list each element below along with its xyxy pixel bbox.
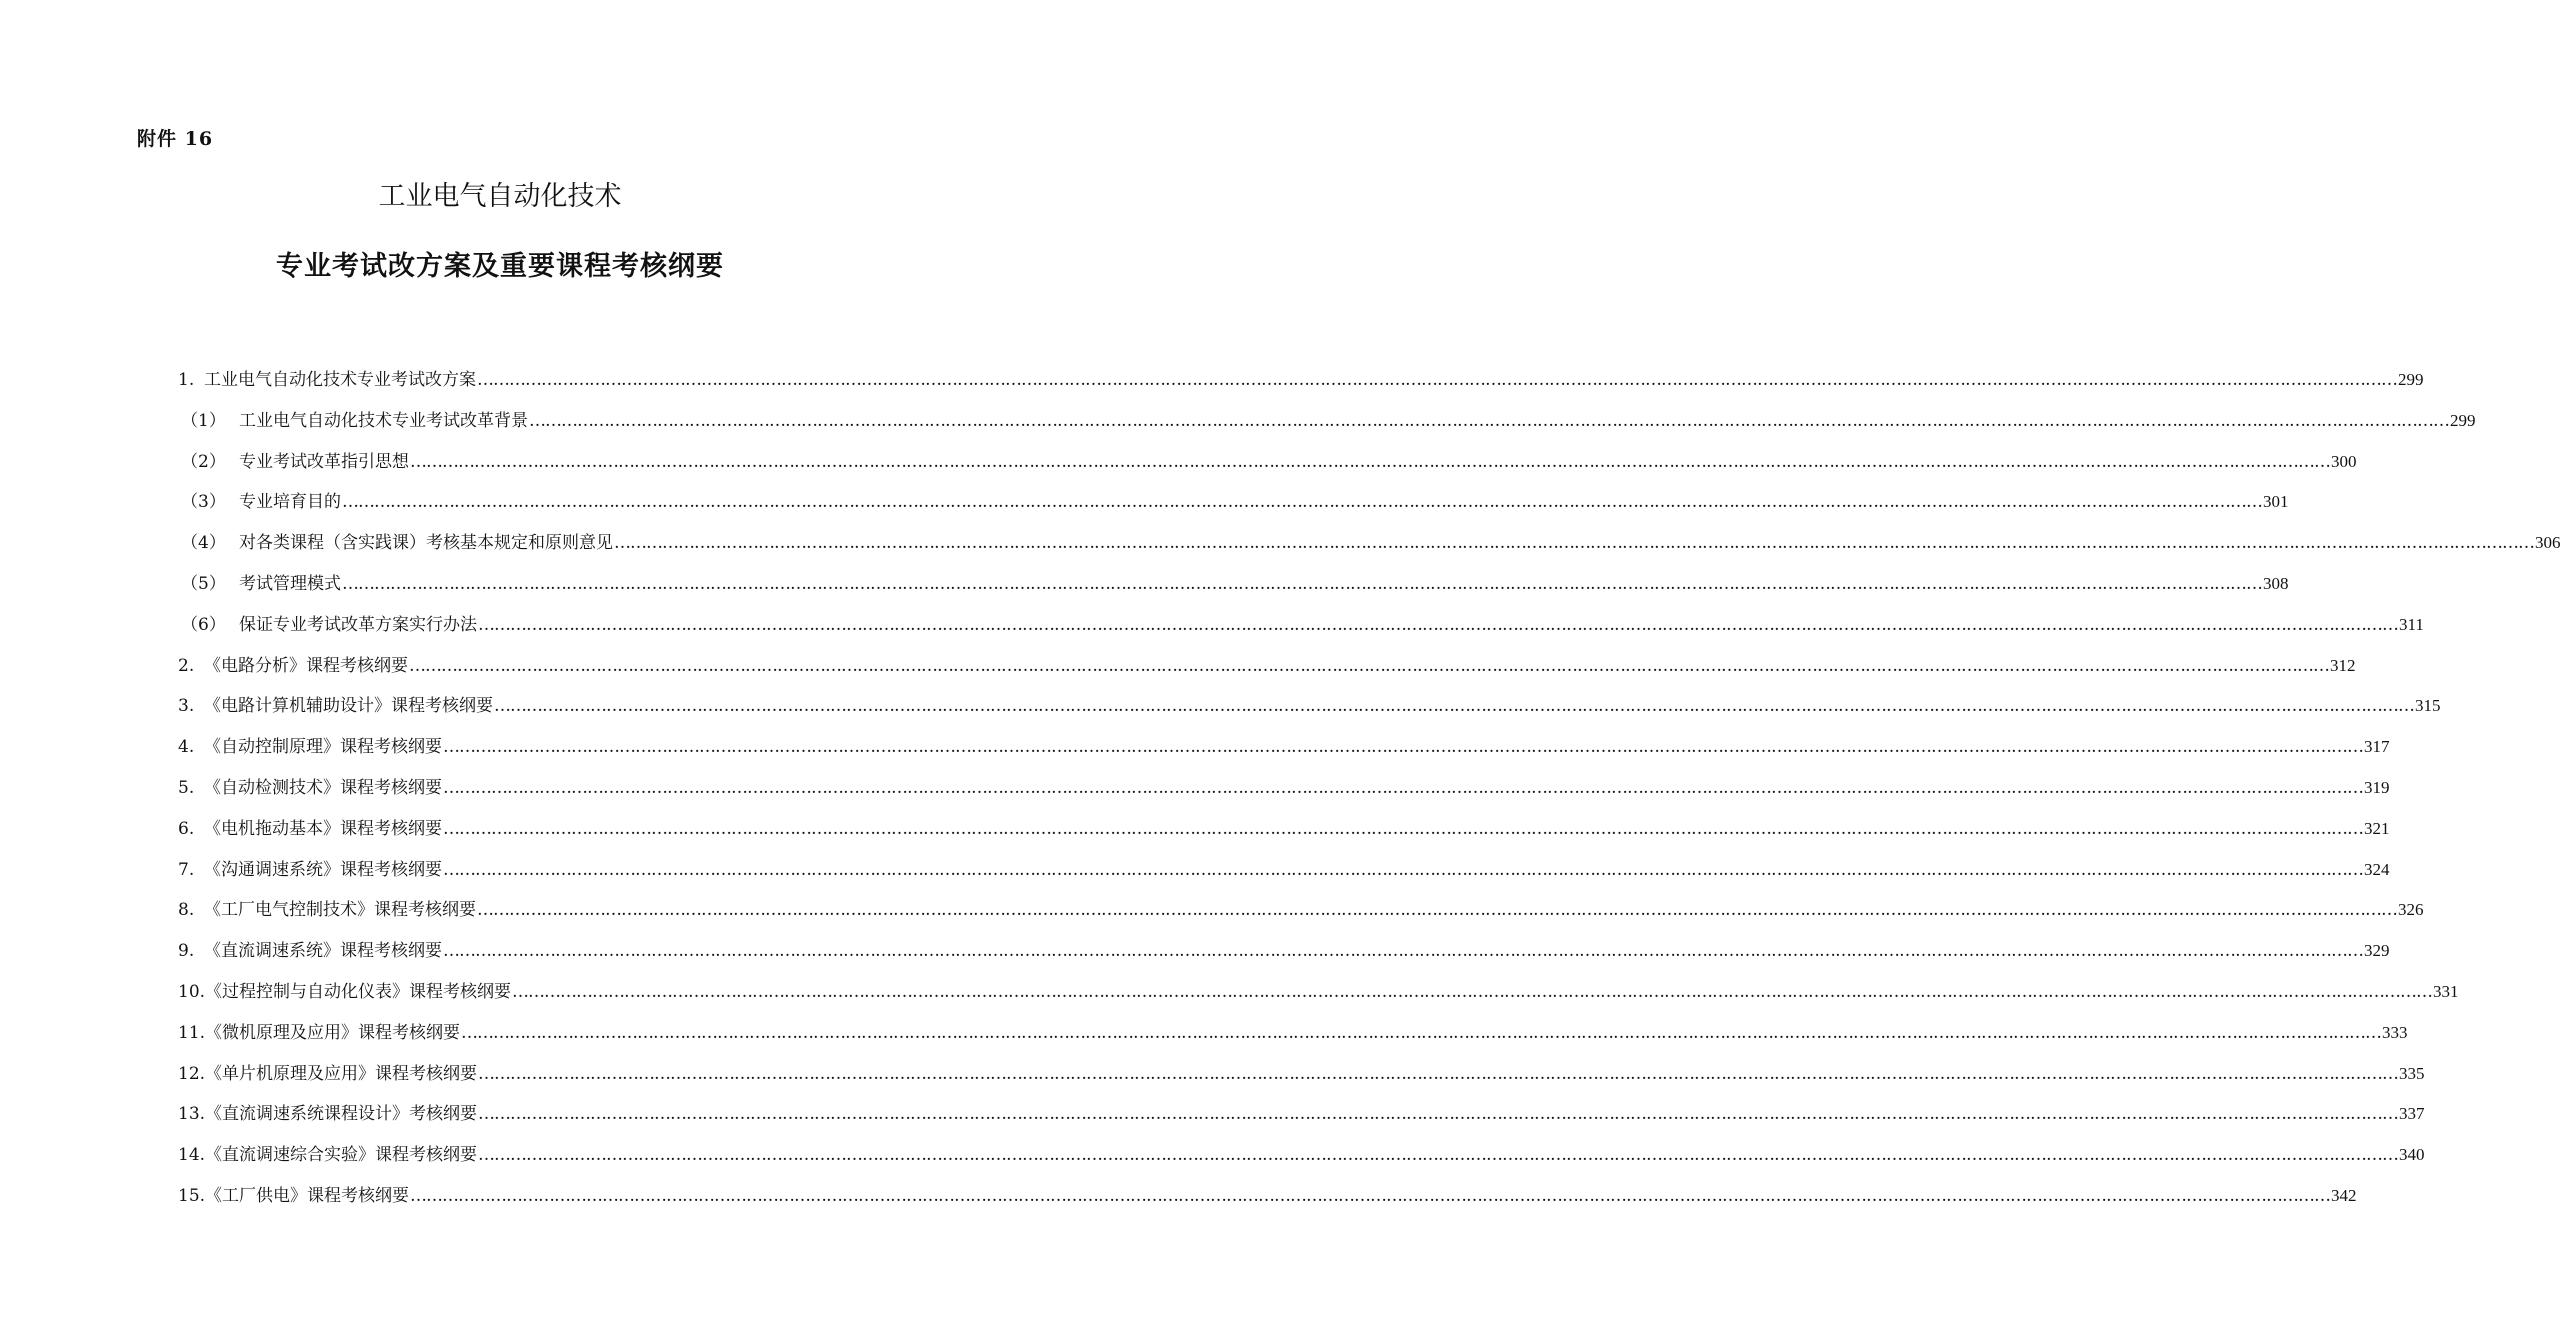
toc-entry-page: 333	[2382, 1022, 2408, 1042]
toc-entry[interactable]	[178, 1009, 2408, 1043]
toc-entry-number: 2.	[178, 655, 195, 676]
toc-entry-number: 4.	[178, 737, 195, 758]
toc-dot-leader: ………………………………………………………………………………………………………………………………………………………………………………………………………………………………………………………………………………………………………………………………	[409, 655, 2329, 676]
toc-entry-label: 工业电气自动化技术专业考试改革背景	[239, 410, 528, 431]
toc-dot-leader: ………………………………………………………………………………………………………………………………………………………………………………………………………………………………………………………………………………………………………………………………	[529, 410, 2449, 431]
toc-entry-page: 308	[2263, 574, 2289, 593]
toc-entry-label: 保证专业考试改革方案实行办法	[239, 614, 477, 635]
toc-dot-leader: ………………………………………………………………………………………………………………………………………………………………………………………………………………………………………………………………………………………………………………………………	[477, 370, 2397, 390]
toc-entry[interactable]	[178, 1090, 2425, 1125]
toc-dot-leader: ………………………………………………………………………………………………………………………………………………………………………………………………………………………………………………………………………………………………………………………………	[410, 1186, 2331, 1206]
toc-entry-label: 《沟通调速系统》课程考核纲要	[204, 859, 442, 880]
toc-entry-page: 299	[2398, 370, 2424, 389]
toc-dot-leader: ………………………………………………………………………………………………………………………………………………………………………………………………………………………………………………………………………………………………………………………………	[342, 492, 2262, 513]
toc-entry-page: 329	[2364, 941, 2390, 961]
toc-dot-leader: ………………………………………………………………………………………………………………………………………………………………………………………………………………………………………………………………………………………………………………………………	[443, 737, 2363, 758]
toc-entry-page: 312	[2330, 655, 2356, 675]
toc-entry-page: 301	[2263, 492, 2289, 512]
toc-entry-page: 319	[2364, 778, 2390, 797]
toc-entry-number: 13.	[178, 1104, 206, 1125]
toc-entry-page: 311	[2399, 614, 2424, 634]
toc-entry-number: （5）	[181, 574, 226, 594]
toc-entry[interactable]	[178, 1172, 2357, 1206]
toc-dot-leader: ………………………………………………………………………………………………………………………………………………………………………………………………………………………………………………………………………………………………………………………………	[461, 1022, 2382, 1043]
toc-entry-label: 工业电气自动化技术专业考试改方案	[204, 370, 476, 390]
toc-entry[interactable]	[178, 968, 2459, 1002]
toc-entry-label: 《工厂电气控制技术》课程考核纲要	[204, 900, 476, 921]
toc-entry-label: 《单片机原理及应用》课程考核纲要	[205, 1063, 478, 1084]
toc-entry-page: 340	[2399, 1145, 2425, 1165]
toc-dot-leader: ………………………………………………………………………………………………………………………………………………………………………………………………………………………………………………………………………………………………………………………………	[614, 533, 2534, 554]
toc-entry[interactable]	[181, 397, 2476, 431]
toc-entry-page: 306	[2535, 533, 2561, 553]
toc-entry-number: 15.	[178, 1186, 206, 1206]
toc-entry-number: 14.	[178, 1145, 206, 1166]
toc-entry-label: 《工厂供电》课程考核纲要	[205, 1186, 410, 1206]
toc-entry-label: 《自动检测技术》课程考核纲要	[204, 778, 442, 798]
toc-entry-label: 《微机原理及应用》课程考核纲要	[205, 1022, 461, 1043]
toc-entry[interactable]	[178, 805, 2390, 839]
toc-entry[interactable]	[178, 356, 2424, 390]
toc-dot-leader: ………………………………………………………………………………………………………………………………………………………………………………………………………………………………………………………………………………………………………………………………	[494, 696, 2414, 717]
toc-entry[interactable]	[178, 927, 2390, 962]
document-subtitle: 专业考试改方案及重要课程考核纲要	[276, 251, 724, 282]
toc-entry-label: 《直流调速系统课程设计》考核纲要	[205, 1104, 478, 1125]
toc-entry-label: 《过程控制与自动化仪表》课程考核纲要	[205, 982, 512, 1002]
toc-entry[interactable]	[178, 723, 2390, 758]
toc-entry-page: 342	[2331, 1186, 2357, 1205]
toc-dot-leader: ………………………………………………………………………………………………………………………………………………………………………………………………………………………………………………………………………………………………………………………………	[443, 941, 2363, 962]
toc-entry-number: （4）	[181, 533, 226, 554]
toc-entry-label: 《电机拖动基本》课程考核纲要	[204, 818, 442, 839]
toc-entry[interactable]	[178, 846, 2390, 880]
toc-entry-number: 5.	[178, 778, 195, 798]
toc-entry[interactable]	[178, 1131, 2425, 1166]
toc-dot-leader: ………………………………………………………………………………………………………………………………………………………………………………………………………………………………………………………………………………………………………………………………	[478, 1145, 2399, 1166]
toc-entry-page: 326	[2398, 900, 2424, 920]
toc-entry-label: 专业培育目的	[239, 492, 341, 513]
toc-entry-page: 300	[2331, 451, 2357, 471]
toc-entry-number: 6.	[178, 818, 195, 839]
toc-entry[interactable]	[181, 438, 2357, 472]
toc-entry[interactable]	[178, 682, 2441, 717]
toc-entry-page: 324	[2364, 859, 2390, 879]
toc-entry[interactable]	[178, 886, 2424, 921]
toc-entry-number: 8.	[178, 900, 195, 921]
toc-entry[interactable]	[178, 764, 2390, 798]
toc-entry-number: 11.	[178, 1022, 206, 1043]
toc-dot-leader: ………………………………………………………………………………………………………………………………………………………………………………………………………………………………………………………………………………………………………………………………	[478, 1104, 2399, 1125]
toc-entry-label: 《直流调速综合实验》课程考核纲要	[205, 1145, 478, 1166]
toc-entry-page: 337	[2399, 1104, 2425, 1124]
toc-entry-page: 335	[2399, 1063, 2425, 1083]
toc-entry[interactable]	[181, 601, 2424, 635]
toc-entry-number: （1）	[181, 410, 226, 431]
toc-entry-label: 考试管理模式	[239, 574, 341, 594]
toc-entry-number: 10.	[178, 982, 206, 1002]
toc-entry-label: 《电路计算机辅助设计》课程考核纲要	[204, 696, 493, 717]
toc-dot-leader: ………………………………………………………………………………………………………………………………………………………………………………………………………………………………………………………………………………………………………………………………	[443, 818, 2363, 839]
toc-dot-leader: ………………………………………………………………………………………………………………………………………………………………………………………………………………………………………………………………………………………………………………………………	[478, 1063, 2399, 1084]
toc-entry-number: （6）	[181, 614, 226, 635]
toc-entry-page: 317	[2364, 737, 2390, 757]
toc-entry-label: 《电路分析》课程考核纲要	[204, 655, 408, 676]
toc-dot-leader: ………………………………………………………………………………………………………………………………………………………………………………………………………………………………………………………………………………………………………………………………	[443, 859, 2363, 880]
toc-entry-page: 331	[2433, 982, 2459, 1001]
toc-entry-label: 《自动控制原理》课程考核纲要	[204, 737, 442, 758]
toc-entry-label: 《直流调速系统》课程考核纲要	[204, 941, 442, 962]
toc-entry-number: 1.	[178, 370, 195, 390]
toc-entry-label: 专业考试改革指引思想	[239, 451, 409, 472]
toc-entry-label: 对各类课程（含实践课）考核基本规定和原则意见	[239, 533, 613, 554]
toc-dot-leader: ………………………………………………………………………………………………………………………………………………………………………………………………………………………………………………………………………………………………………………………………	[478, 614, 2398, 635]
toc-entry-page: 299	[2450, 410, 2476, 430]
toc-dot-leader: ………………………………………………………………………………………………………………………………………………………………………………………………………………………………………………………………………………………………………………………………	[443, 778, 2363, 798]
toc-entry-page: 315	[2415, 696, 2441, 716]
toc-entry-number: 9.	[178, 941, 195, 962]
toc-dot-leader: ………………………………………………………………………………………………………………………………………………………………………………………………………………………………………………………………………………………………………………………………	[342, 574, 2262, 594]
toc-entry[interactable]	[178, 642, 2356, 676]
toc-dot-leader: ………………………………………………………………………………………………………………………………………………………………………………………………………………………………………………………………………………………………………………………………	[512, 982, 2433, 1002]
toc-entry[interactable]	[181, 478, 2289, 513]
toc-entry-number: （2）	[181, 451, 226, 472]
toc-entry-number: （3）	[181, 492, 226, 513]
toc-entry-number: 12.	[178, 1063, 206, 1084]
attachment-label: 附件 16	[137, 128, 214, 150]
toc-entry-page: 321	[2364, 818, 2390, 838]
toc-dot-leader: ………………………………………………………………………………………………………………………………………………………………………………………………………………………………………………………………………………………………………………………………	[477, 900, 2397, 921]
document-title: 工业电气自动化技术	[378, 181, 622, 212]
toc-entry[interactable]	[181, 560, 2289, 594]
toc-entry-number: 3.	[178, 696, 195, 717]
toc-entry[interactable]	[178, 1050, 2425, 1084]
toc-entry-number: 7.	[178, 859, 195, 880]
toc-dot-leader: ………………………………………………………………………………………………………………………………………………………………………………………………………………………………………………………………………………………………………………………………	[410, 451, 2330, 472]
toc-entry[interactable]	[181, 519, 2561, 554]
